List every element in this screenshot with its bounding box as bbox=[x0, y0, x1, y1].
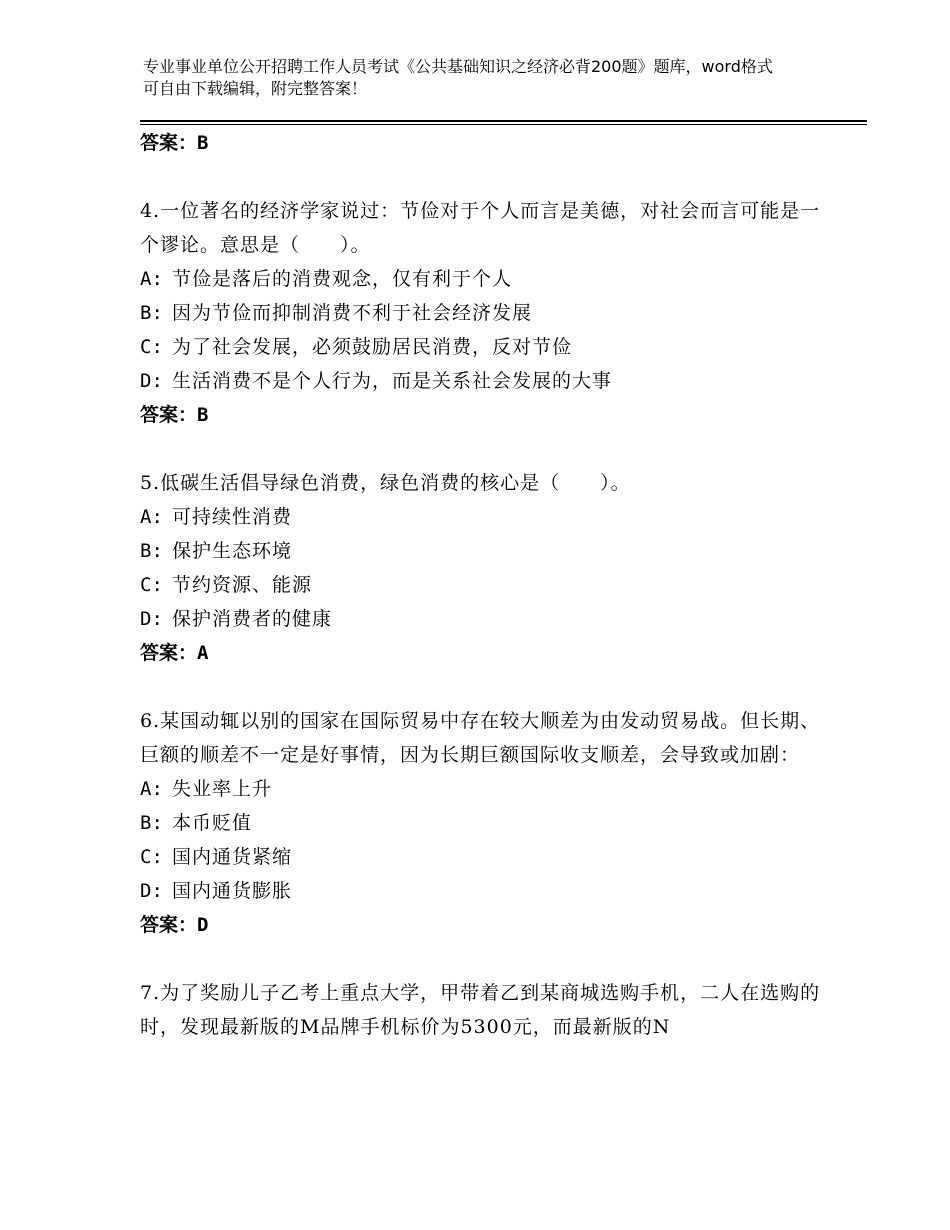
option-a bbox=[140, 500, 840, 534]
option-key: B: bbox=[140, 302, 163, 324]
option-key: A: bbox=[140, 506, 163, 528]
option-key: D: bbox=[140, 608, 163, 630]
option-key: B: bbox=[140, 812, 163, 834]
answer-label: 答案： bbox=[140, 642, 198, 664]
answer-letter: B bbox=[197, 404, 209, 426]
option-a bbox=[140, 772, 840, 806]
question-stem: 5.低碳生活倡导绿色消费，绿色消费的核心是（ ）。 bbox=[140, 472, 631, 494]
question-5 bbox=[140, 466, 840, 670]
header-title: 专业事业单位公开招聘工作人员考试《公共基础知识之经济必背200题》题库，word格式可自由下载编辑，附完整答案！ bbox=[143, 57, 773, 98]
option-text: 国内通货膨胀 bbox=[172, 880, 293, 902]
option-text: 可持续性消费 bbox=[172, 506, 293, 528]
option-b bbox=[140, 296, 840, 330]
question-7 bbox=[140, 976, 840, 1044]
question-6 bbox=[140, 704, 840, 942]
option-text: 保护消费者的健康 bbox=[172, 608, 333, 630]
answer-letter: B bbox=[197, 132, 209, 154]
option-text: 国内通货紧缩 bbox=[172, 846, 293, 868]
header-rule-thin bbox=[140, 124, 867, 125]
answer-letter: A bbox=[197, 642, 209, 664]
spacer bbox=[140, 670, 840, 704]
option-text: 为了社会发展，必须鼓励居民消费，反对节俭 bbox=[172, 336, 573, 358]
header-rule-thick bbox=[140, 120, 867, 122]
option-text: 生活消费不是个人行为，而是关系社会发展的大事 bbox=[172, 370, 613, 392]
question-4 bbox=[140, 194, 840, 432]
option-a bbox=[140, 262, 840, 296]
option-key: A: bbox=[140, 268, 163, 290]
question-stem: 4.一位著名的经济学家说过：节俭对于个人而言是美德，对社会而言可能是一个谬论。意思是（ ）。 bbox=[140, 200, 821, 256]
option-d bbox=[140, 364, 840, 398]
option-c bbox=[140, 568, 840, 602]
option-key: C: bbox=[140, 574, 163, 596]
option-key: D: bbox=[140, 370, 163, 392]
option-c bbox=[140, 330, 840, 364]
option-text: 节俭是落后的消费观念，仅有利于个人 bbox=[172, 268, 513, 290]
answer bbox=[140, 908, 840, 942]
option-b bbox=[140, 806, 840, 840]
option-d bbox=[140, 874, 840, 908]
answer-label: 答案： bbox=[140, 404, 198, 426]
option-d bbox=[140, 602, 840, 636]
spacer bbox=[140, 432, 840, 466]
question-stem: 7.为了奖励儿子乙考上重点大学，甲带着乙到某商城选购手机，二人在选购的时，发现最新版的M品牌手机标价为5300元，而最新版的N bbox=[140, 982, 821, 1038]
option-key: B: bbox=[140, 540, 163, 562]
option-b bbox=[140, 534, 840, 568]
question-stem: 6.某国动辄以别的国家在国际贸易中存在较大顺差为由发动贸易战。但长期、巨额的顺差不一定是好事情，因为长期巨额国际收支顺差，会导致或加剧： bbox=[140, 710, 821, 766]
answer bbox=[140, 398, 840, 432]
option-text: 失业率上升 bbox=[172, 778, 273, 800]
page-header bbox=[143, 56, 783, 100]
option-key: C: bbox=[140, 846, 163, 868]
option-key: D: bbox=[140, 880, 163, 902]
spacer bbox=[140, 160, 840, 194]
answer bbox=[140, 636, 840, 670]
answer-label: 答案： bbox=[140, 914, 198, 936]
option-key: A: bbox=[140, 778, 163, 800]
spacer bbox=[140, 942, 840, 976]
option-text: 保护生态环境 bbox=[172, 540, 293, 562]
option-text: 本币贬值 bbox=[172, 812, 253, 834]
option-text: 因为节俭而抑制消费不利于社会经济发展 bbox=[172, 302, 533, 324]
answer-label: 答案： bbox=[140, 132, 198, 154]
option-c bbox=[140, 840, 840, 874]
answer-letter: D bbox=[197, 914, 209, 936]
document-body bbox=[140, 126, 840, 1044]
option-key: C: bbox=[140, 336, 163, 358]
option-text: 节约资源、能源 bbox=[172, 574, 313, 596]
prev-answer bbox=[140, 126, 840, 160]
